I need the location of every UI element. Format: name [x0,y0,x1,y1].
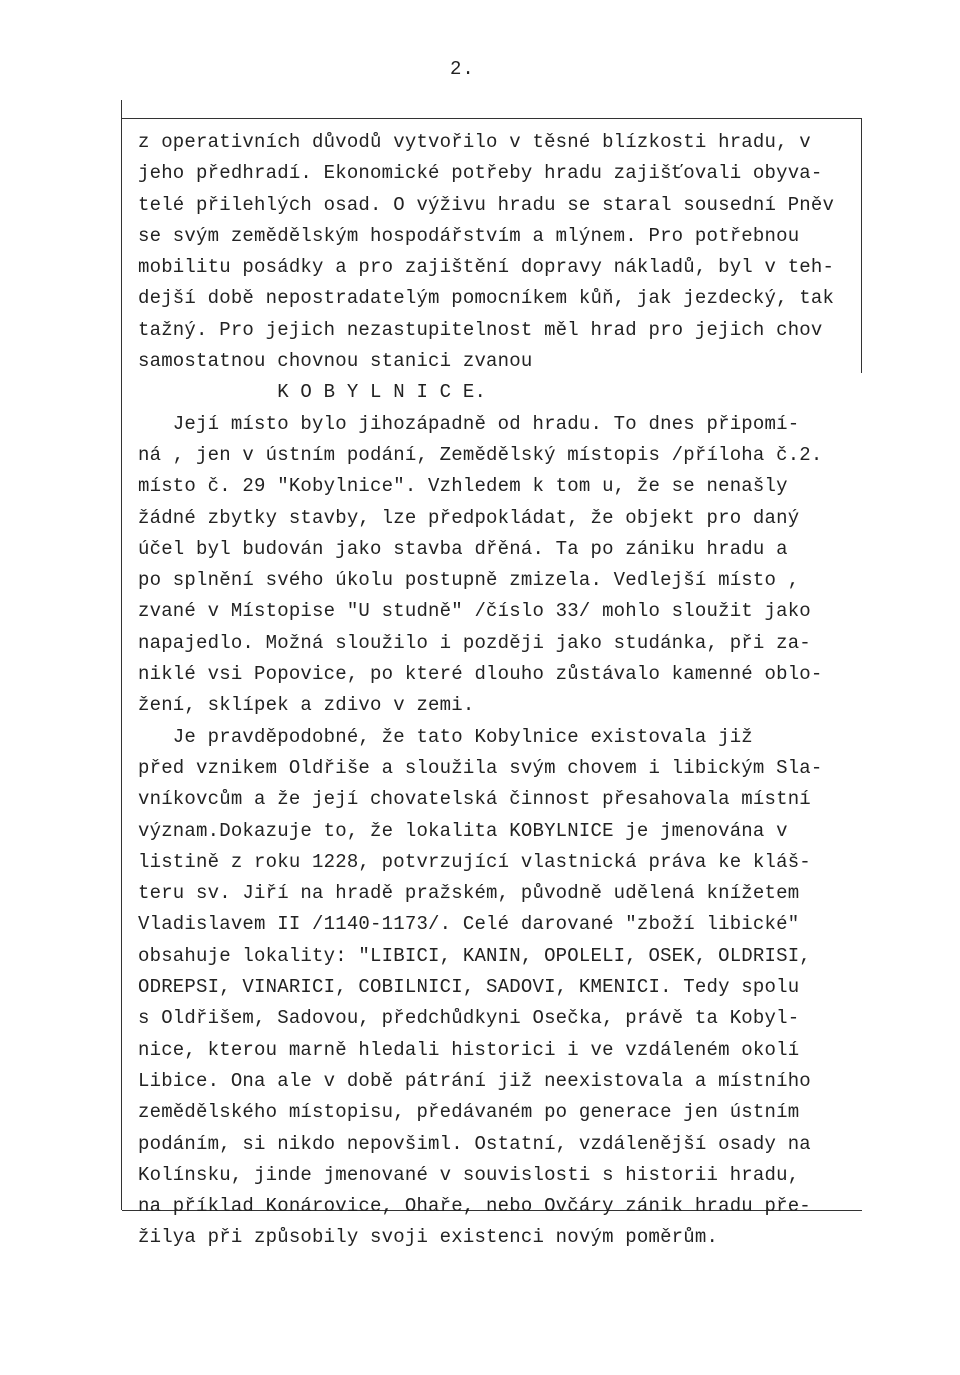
text-line: se svým zemědělským hospodářstvím a mlýnem. Pro potřebnou [138,224,800,247]
text-line: samostatnou chovnou stanici zvanou [138,350,533,373]
text-line: vníkovcům a že její chovatelská činnost přesahovala místní [138,788,811,811]
text-line: žádné zbytky stavby, lze předpokládat, že objekt pro daný [138,506,800,529]
text-line: dejší době nepostradatelým pomocníkem kůň, jak jezdecký, tak [138,287,835,310]
text-line: telé přilehlých osad. O výživu hradu se staral sousední Pněv [138,193,835,216]
text-line: Její místo bylo jihozápadně od hradu. To dnes připomí- [138,412,800,435]
text-line: před vznikem Oldřiše a sloužila svým chovem i libickým Sla- [138,756,823,779]
text-line: zvané v Místopise "U studně" /číslo 33/ mohlo sloužit jako [138,600,811,623]
text-line: zemědělského místopisu, předávaném po generace jen ústním [138,1101,800,1124]
text-line: obsahuje lokality: "LIBICI, KANIN, OPOLELI, OSEK, OLDRISI, [138,944,811,967]
text-line: nice, kterou marně hledali historici i ve vzdáleném okolí [138,1038,800,1061]
text-line: s Oldřišem, Sadovou, předchůdkyni Osečka, právě ta Kobyl- [138,1007,800,1030]
typewritten-text-block [138,127,858,1254]
text-line: Kolínsku, jinde jmenované v souvislosti s historii hradu, [138,1163,800,1186]
text-line: z operativních důvodů vytvořilo v těsné blízkosti hradu, v [138,131,811,153]
text-line: ODREPSI, VINARICI, COBILNICI, SADOVI, KMENICI. Tedy spolu [138,976,800,999]
page-number: 2. [450,58,475,80]
text-line: Je pravděpodobné, že tato Kobylnice existovala již [138,725,753,748]
text-line: místo č. 29 "Kobylnice". Vzhledem k tom u, že se nenašly [138,475,788,498]
frame-top-border [122,118,862,119]
text-line: napajedlo. Možná sloužilo i později jako studánka, při za- [138,631,811,654]
text-line: niklé vsi Popovice, po které dlouho zůstávalo kamenné oblo- [138,663,823,686]
text-line: ná , jen v ústním podání, Zemědělský místopis /příloha č.2. [138,443,823,466]
text-line: listině z roku 1228, potvrzující vlastnická práva ke kláš- [138,850,811,873]
text-line: žilya při způsobily svoji existenci novým poměrům. [138,1226,719,1249]
text-line: tažný. Pro jejich nezastupitelnost měl hrad pro jejich chov [138,318,823,341]
frame-right-border [861,118,862,373]
text-line: žení, sklípek a zdivo v zemi. [138,694,475,717]
text-line: jeho předhradí. Ekonomické potřeby hradu zajišťovali obyva- [138,162,823,185]
section-heading-kobylnice: K O B Y L N I C E. [138,381,487,404]
text-line: po splnění svého úkolu postupně zmizela. Vedlejší místo , [138,569,800,592]
text-line: účel byl budován jako stavba dřěná. Ta po zániku hradu a [138,537,788,560]
text-line: Vladislavem II /1140-1173/. Celé darované "zboží libické" [138,913,800,936]
frame-left-border [121,100,122,1210]
text-line: mobilitu posádky a pro zajištění dopravy nákladů, byl v teh- [138,256,835,279]
text-line: na příklad Konárovice, Ohaře, nebo Ovčáry zánik hradu pře- [138,1195,811,1218]
text-line: teru sv. Jiří na hradě pražském, původně udělená knížetem [138,882,800,905]
text-line: podáním, si nikdo nepovšiml. Ostatní, vzdálenější osady na [138,1132,811,1155]
text-line: význam.Dokazuje to, že lokalita KOBYLNICE je jmenována v [138,819,788,842]
text-line: Libice. Ona ale v době pátrání již neexistovala a místního [138,1069,811,1092]
